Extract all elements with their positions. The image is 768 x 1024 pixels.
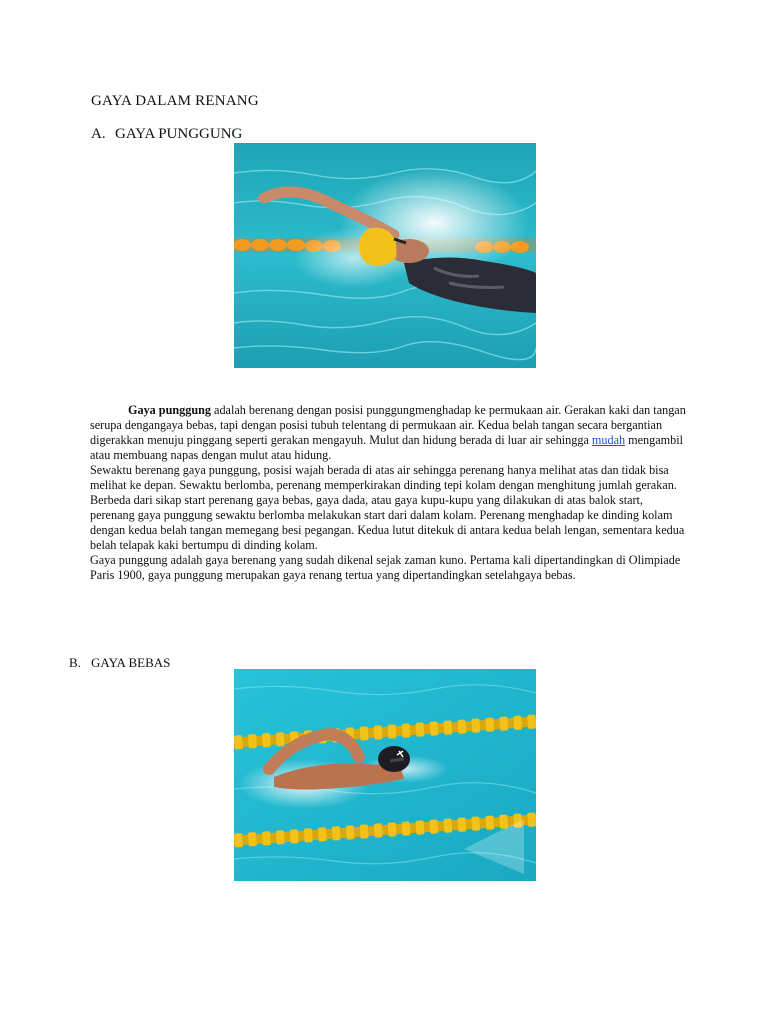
paragraph-1 (90, 403, 690, 463)
freestyle-swimmer-photo (234, 669, 536, 881)
section-b-marker: B. (69, 655, 81, 670)
document-title: GAYA DALAM RENANG (91, 93, 259, 109)
paragraph-4: Gaya punggung adalah gaya berenang yang sudah dikenal sejak zaman kuno. Pertama kali dipertandingkan di Olimpiade Paris 1900, gaya punggung merupakan gaya renang tertua yang dipertandingkan setelahgaya bebas. (90, 553, 681, 582)
bold-lead: Gaya punggung (128, 403, 211, 417)
section-a-heading (91, 126, 242, 143)
section-a-title: GAYA PUNGGUNG (115, 126, 243, 142)
paragraph-3: Berbeda dari sikap start perenang gaya bebas, gaya dada, atau gaya kupu-kupu yang dilakukan di atas balok start, perenang gaya punggung sewaktu berlomba melakukan start dari dalam kolam. Perenang menghadap ke dinding kolam dengan kedua belah tangan memegang besi pegangan. Kedua lutut ditekuk di antara kedua belah lengan, sementara kedua belah telapak kaki bertumpu di dinding kolam. (90, 493, 685, 552)
section-a-marker: A. (91, 126, 106, 142)
article-body (90, 403, 690, 583)
paragraph-2: Sewaktu berenang gaya punggung, posisi wajah berada di atas air sehingga perenang hanya melihat atas dan tidak bisa melihat ke depan. Sewaktu berlomba, perenang memperkirakan dinding tepi kolam dengan menghitung jumlah gerakan. (90, 463, 677, 492)
backstroke-swimmer-photo (234, 143, 536, 368)
section-b-title: GAYA BEBAS (91, 655, 171, 670)
paragraph-1-tail: mengambil atau membuang napas dengan mulut atau hidung. (90, 433, 683, 462)
section-b-heading (69, 655, 170, 671)
paragraph-1-text: adalah berenang dengan posisi punggungmenghadap ke permukaan air. Gerakan kaki dan tangan serupa dengangaya bebas, tapi dengan posisi tubuh telentang di permukaan air. Kedua belah tangan secara bergantian digerakkan menuju pinggang seperti gerakan mengayuh. Mulut dan hidung berada di luar air sehingga (90, 403, 686, 447)
mudah-link[interactable]: mudah (591, 433, 626, 447)
